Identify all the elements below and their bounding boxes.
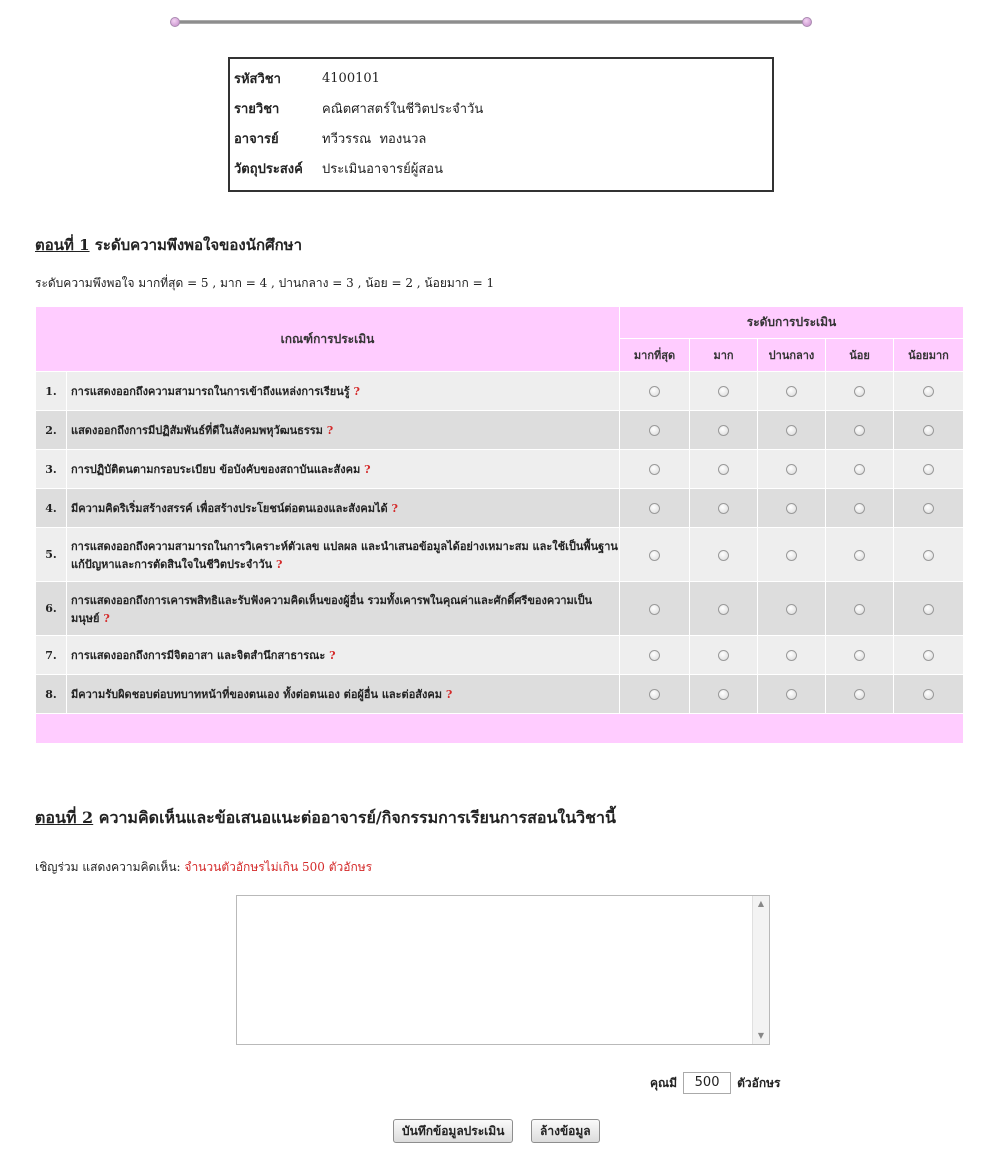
info-row-subject <box>230 93 772 123</box>
rating-radio-3[interactable] <box>786 550 797 561</box>
rating-radio-1[interactable] <box>649 425 660 436</box>
teacher-label: อาจารย์ <box>234 131 279 147</box>
criteria-row <box>36 489 964 528</box>
code-label: รหัสวิชา <box>234 71 281 87</box>
scale-note: ระดับความพึงพอใจ มากที่สุด = 5 , มาก = 4 , ปานกลาง = 3 , น้อย = 2 , น้อยมาก = 1 <box>35 276 495 290</box>
rating-radio-1[interactable] <box>649 503 660 514</box>
rating-cell <box>894 450 964 489</box>
divider-line <box>176 20 806 24</box>
rating-cell <box>758 636 826 675</box>
criteria-row <box>36 372 964 411</box>
rating-radio-1[interactable] <box>649 464 660 475</box>
help-icon[interactable]: ? <box>391 502 398 515</box>
rating-radio-2[interactable] <box>718 425 729 436</box>
rating-radio-5[interactable] <box>923 464 934 475</box>
code-value: 4100101 <box>322 70 380 86</box>
rating-radio-2[interactable] <box>718 386 729 397</box>
criteria-row <box>36 450 964 489</box>
rating-radio-1[interactable] <box>649 650 660 661</box>
scroll-up-icon[interactable]: ▲ <box>757 899 765 908</box>
rating-cell <box>894 372 964 411</box>
rating-radio-5[interactable] <box>923 604 934 615</box>
criteria-number: 5. <box>36 528 67 582</box>
rating-radio-2[interactable] <box>718 464 729 475</box>
rating-radio-3[interactable] <box>786 386 797 397</box>
help-icon[interactable]: ? <box>326 424 334 437</box>
criteria-cell <box>67 411 620 450</box>
teacher-value: ทวีวรรณ ทองนวล <box>322 131 427 147</box>
comment-invite <box>35 858 372 877</box>
rating-cell <box>826 528 894 582</box>
subject-label: รายวิชา <box>234 101 280 117</box>
criteria-number: 2. <box>36 411 67 450</box>
header-divider <box>170 17 812 27</box>
rating-cell <box>690 675 758 714</box>
limit-note: จำนวนตัวอักษรไม่เกิน 500 ตัวอักษร <box>184 860 373 874</box>
rating-radio-2[interactable] <box>718 604 729 615</box>
level-header-1: มากที่สุด <box>620 339 690 372</box>
rating-cell <box>826 411 894 450</box>
help-icon[interactable]: ? <box>103 611 110 625</box>
criteria-number: 7. <box>36 636 67 675</box>
criteria-row <box>36 636 964 675</box>
save-button[interactable]: บันทึกข้อมูลประเมิน <box>393 1119 513 1143</box>
criteria-number: 4. <box>36 489 67 528</box>
counter-suffix: ตัวอักษร <box>737 1075 781 1090</box>
counter-prefix: คุณมี <box>650 1075 678 1090</box>
level-header: ระดับการประเมิน <box>620 307 964 339</box>
criteria-cell <box>67 636 620 675</box>
rating-radio-2[interactable] <box>718 503 729 514</box>
rating-radio-3[interactable] <box>786 464 797 475</box>
rating-radio-3[interactable] <box>786 604 797 615</box>
rating-radio-1[interactable] <box>649 550 660 561</box>
rating-cell <box>620 372 690 411</box>
rating-radio-2[interactable] <box>718 650 729 661</box>
part1-title-number: ตอนที่ 1 <box>35 236 90 254</box>
help-icon[interactable]: ? <box>353 385 360 398</box>
rating-cell <box>690 636 758 675</box>
help-icon[interactable]: ? <box>329 649 336 662</box>
criteria-row <box>36 675 964 714</box>
purpose-value: ประเมินอาจารย์ผู้สอน <box>322 161 443 177</box>
criteria-text: การแสดงออกถึงการเคารพสิทธิและรับฟังความคิดเห็นของผู้อื่น รวมทั้งเคารพในคุณค่าและศักดิ์ศรีของความเป็นมนุษย์ <box>71 593 593 625</box>
rating-cell <box>620 636 690 675</box>
rating-cell <box>620 411 690 450</box>
table-footer <box>36 714 964 744</box>
rating-radio-4[interactable] <box>854 650 865 661</box>
criteria-header: เกณฑ์การประเมิน <box>36 307 620 372</box>
rating-radio-4[interactable] <box>854 464 865 475</box>
rating-radio-5[interactable] <box>923 503 934 514</box>
info-row-teacher <box>230 123 772 153</box>
rating-cell <box>826 675 894 714</box>
scroll-down-icon[interactable]: ▼ <box>757 1031 765 1040</box>
course-info-box <box>228 57 774 192</box>
rating-cell <box>758 528 826 582</box>
criteria-number: 8. <box>36 675 67 714</box>
rating-cell <box>894 636 964 675</box>
criteria-row <box>36 411 964 450</box>
help-icon[interactable]: ? <box>276 557 283 571</box>
rating-radio-4[interactable] <box>854 386 865 397</box>
rating-cell <box>758 582 826 636</box>
rating-radio-4[interactable] <box>854 604 865 615</box>
level-header-4: น้อย <box>826 339 894 372</box>
subject-value: คณิตศาสตร์ในชีวิตประจำวัน <box>322 101 484 117</box>
divider-knob-right <box>802 17 812 27</box>
rating-cell <box>690 411 758 450</box>
criteria-row <box>36 582 964 636</box>
part2-title-number: ตอนที่ 2 <box>35 808 94 827</box>
rating-cell <box>826 582 894 636</box>
criteria-cell <box>67 582 620 636</box>
purpose-label: วัตถุประสงค์ <box>234 161 303 177</box>
criteria-text: การแสดงออกถึงความสามารถในการเข้าถึงแหล่งการเรียนรู้ <box>71 385 350 398</box>
help-icon[interactable]: ? <box>445 688 453 701</box>
criteria-text: การแสดงออกถึงการมีจิตอาสา และจิตสำนึกสาธารณะ <box>71 649 326 662</box>
rating-radio-5[interactable] <box>923 550 934 561</box>
rating-radio-5[interactable] <box>923 689 934 700</box>
divider-knob-left <box>170 17 180 27</box>
rating-cell <box>894 582 964 636</box>
rating-radio-1[interactable] <box>649 386 660 397</box>
rating-cell <box>826 372 894 411</box>
counter-value: 500 <box>683 1072 731 1094</box>
criteria-text: แสดงออกถึงการมีปฏิสัมพันธ์ที่ดีในสังคมพหุวัฒนธรรม <box>71 424 323 437</box>
rating-cell <box>620 528 690 582</box>
rating-cell <box>826 489 894 528</box>
rating-radio-3[interactable] <box>786 425 797 436</box>
criteria-text: การปฏิบัติตนตามกรอบระเบียบ ข้อบังคับของสถาบันและสังคม <box>71 463 361 476</box>
criteria-cell <box>67 528 620 582</box>
level-header-3: ปานกลาง <box>758 339 826 372</box>
rating-cell <box>690 582 758 636</box>
rating-cell <box>690 372 758 411</box>
rating-cell <box>690 489 758 528</box>
rating-radio-3[interactable] <box>786 650 797 661</box>
criteria-cell <box>67 675 620 714</box>
criteria-text: มีความคิดริเริ่มสร้างสรรค์ เพื่อสร้างประโยชน์ต่อตนเองและสังคมได้ <box>71 502 388 515</box>
rating-cell <box>620 450 690 489</box>
criteria-text: การแสดงออกถึงความสามารถในการวิเคราะห์ตัวเลข แปลผล และนำเสนอข้อมูลได้อย่างเหมาะสม และใช้เป็นพื้นฐานแก้ปัญหาและการตัดสินใจในชีวิตประจำวัน <box>71 539 618 571</box>
rating-radio-5[interactable] <box>923 650 934 661</box>
level-header-2: มาก <box>690 339 758 372</box>
rating-radio-4[interactable] <box>854 503 865 514</box>
criteria-text: มีความรับผิดชอบต่อบทบาทหน้าที่ของตนเอง ทั้งต่อตนเอง ต่อผู้อื่น และต่อสังคม <box>71 688 443 701</box>
rating-cell <box>826 636 894 675</box>
criteria-cell <box>67 450 620 489</box>
rating-radio-1[interactable] <box>649 689 660 700</box>
rating-cell <box>758 675 826 714</box>
criteria-number: 6. <box>36 582 67 636</box>
part1-title-text: ระดับความพึงพอใจของนักศึกษา <box>89 236 302 254</box>
part2-title-text: ความคิดเห็นและข้อเสนอแนะต่ออาจารย์/กิจกรรมการเรียนการสอนในวิชานี้ <box>93 808 616 827</box>
rating-radio-4[interactable] <box>854 689 865 700</box>
criteria-cell <box>67 372 620 411</box>
rating-cell <box>894 675 964 714</box>
part1-title <box>35 233 302 257</box>
rating-radio-2[interactable] <box>718 550 729 561</box>
rating-radio-4[interactable] <box>854 425 865 436</box>
rating-cell <box>758 411 826 450</box>
rating-radio-5[interactable] <box>923 425 934 436</box>
rating-cell <box>758 372 826 411</box>
help-icon[interactable]: ? <box>364 463 371 476</box>
rating-radio-3[interactable] <box>786 503 797 514</box>
rating-cell <box>690 528 758 582</box>
criteria-number: 1. <box>36 372 67 411</box>
rating-cell <box>620 489 690 528</box>
level-header-5: น้อยมาก <box>894 339 964 372</box>
rating-cell <box>894 528 964 582</box>
rating-cell <box>758 450 826 489</box>
info-row-code <box>230 63 772 93</box>
criteria-cell <box>67 489 620 528</box>
rating-cell <box>758 489 826 528</box>
clear-button[interactable]: ล้างข้อมูล <box>531 1119 600 1143</box>
rating-radio-3[interactable] <box>786 689 797 700</box>
part2-title <box>35 806 616 831</box>
invite-text: เชิญร่วม แสดงความคิดเห็น: <box>35 860 185 874</box>
rating-radio-4[interactable] <box>854 550 865 561</box>
criteria-row <box>36 528 964 582</box>
rating-cell <box>826 450 894 489</box>
comment-textarea[interactable] <box>236 895 770 1045</box>
char-counter <box>650 1072 780 1094</box>
rating-radio-2[interactable] <box>718 689 729 700</box>
info-row-purpose <box>230 153 772 183</box>
evaluation-table <box>36 307 964 744</box>
rating-cell <box>620 675 690 714</box>
rating-cell <box>690 450 758 489</box>
rating-radio-5[interactable] <box>923 386 934 397</box>
rating-cell <box>894 411 964 450</box>
table-footer-cell <box>36 714 964 744</box>
rating-cell <box>620 582 690 636</box>
rating-cell <box>894 489 964 528</box>
criteria-number: 3. <box>36 450 67 489</box>
textarea-scrollbar[interactable] <box>752 896 769 1044</box>
rating-radio-1[interactable] <box>649 604 660 615</box>
